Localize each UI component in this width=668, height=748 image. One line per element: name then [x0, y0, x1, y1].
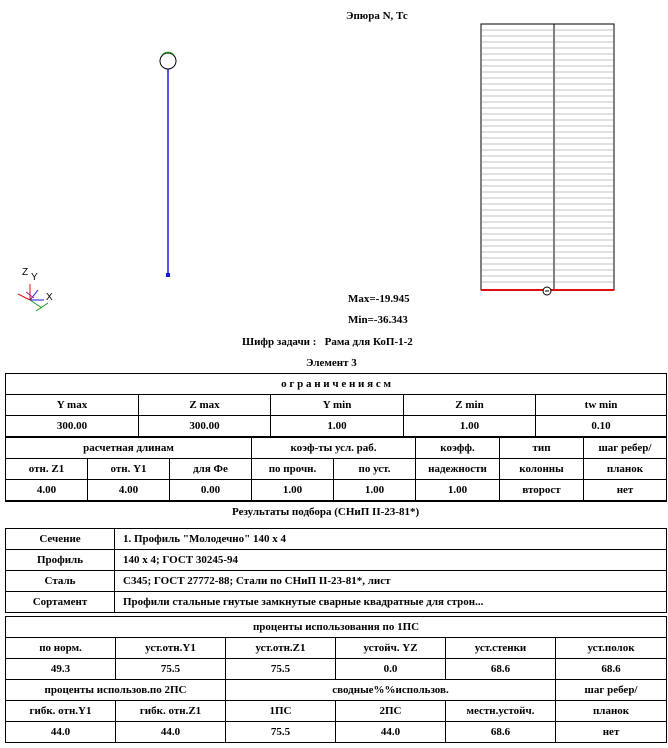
min-label: Min=-36.343: [348, 314, 408, 326]
params-sub: для Фе: [170, 459, 252, 480]
usage2-sub: гибк. отн.Z1: [116, 701, 226, 722]
usage1-header: устойч. YZ: [336, 638, 446, 659]
results-title: Результаты подбора (СНиП II-23-81*): [232, 506, 420, 518]
section-value: Профили стальные гнутые замкнутые сварные квадратные для строн...: [115, 592, 667, 613]
limits-value: 300.00: [6, 416, 139, 438]
usage1-header: уст.отн.Y1: [116, 638, 226, 659]
params-group-length: расчетная длинам: [6, 438, 252, 459]
epure-plot: [481, 24, 614, 295]
usage2-sub: 1ПС: [226, 701, 336, 722]
params-value: 0.00: [170, 480, 252, 502]
usage2-sub: гибк. отн.Y1: [6, 701, 116, 722]
usage2-value: 44.0: [116, 722, 226, 743]
axis-y-label: Y: [31, 272, 38, 283]
params-value: второст: [500, 480, 584, 502]
axes-icon: [18, 284, 48, 311]
limits-header: tw min: [536, 395, 667, 416]
limits-value: 300.00: [139, 416, 271, 438]
usage2-value: нет: [556, 722, 667, 743]
limits-value: 0.10: [536, 416, 667, 438]
usage2-h6b: планок: [556, 701, 667, 722]
section-label: Сечение: [6, 529, 115, 550]
usage1-value: 75.5: [226, 659, 336, 680]
usage2-sub: 2ПС: [336, 701, 446, 722]
params-h4a: тип: [500, 438, 584, 459]
base-node: [166, 273, 170, 277]
limits-value: 1.00: [271, 416, 404, 438]
section-table: [5, 528, 667, 613]
params-h3b: надежности: [416, 459, 500, 480]
task-value: Рама для КоП-1-2: [324, 336, 413, 348]
usage1-header: уст.полок: [556, 638, 667, 659]
section-value: 1. Профиль "Молодечно" 140 x 4: [115, 529, 667, 550]
params-h5a: шаг ребер/: [584, 438, 667, 459]
limits-header: Z max: [139, 395, 271, 416]
section-label: Профиль: [6, 550, 115, 571]
section-label: Сортамент: [6, 592, 115, 613]
params-group-coef: коэф-ты усл. раб.: [252, 438, 416, 459]
usage-table: [5, 616, 667, 743]
frame-diagram: [0, 0, 668, 320]
params-value: 4.00: [6, 480, 88, 502]
limits-value: 1.00: [404, 416, 536, 438]
section-value: С345; ГОСТ 27772-88; Стали по СНиП II-23-81*, лист: [115, 571, 667, 592]
usage1-header: уст.стенки: [446, 638, 556, 659]
usage1-value: 68.6: [446, 659, 556, 680]
params-sub: отн. Z1: [6, 459, 88, 480]
usage1-header: по норм.: [6, 638, 116, 659]
top-node: [160, 53, 176, 69]
params-table: [5, 437, 667, 502]
params-value: 1.00: [334, 480, 416, 502]
element-title: Элемент 3: [306, 357, 357, 369]
section-label: Сталь: [6, 571, 115, 592]
params-sub: по прочн.: [252, 459, 334, 480]
axis-z-label: Z: [22, 267, 29, 278]
params-h3a: коэфф.: [416, 438, 500, 459]
usage1-title: проценты использования по 1ПС: [6, 617, 667, 638]
usage1-value: 75.5: [116, 659, 226, 680]
axis-x-label: X: [46, 292, 53, 303]
task-line: [242, 336, 413, 348]
usage2-sub: местн.устойч.: [446, 701, 556, 722]
limits-table: [5, 373, 667, 438]
limits-header: Y max: [6, 395, 139, 416]
task-label: Шифр задачи :: [242, 336, 317, 348]
usage2-group-2ps: проценты использов.по 2ПС: [6, 680, 226, 701]
diagram-title: Эпюра N, Тс: [346, 10, 408, 22]
params-sub: отн. Y1: [88, 459, 170, 480]
usage1-value: 49.3: [6, 659, 116, 680]
params-value: нет: [584, 480, 667, 502]
params-h4b: колонны: [500, 459, 584, 480]
limits-header: Z min: [404, 395, 536, 416]
usage2-value: 44.0: [336, 722, 446, 743]
usage2-h6a: шаг ребер/: [556, 680, 667, 701]
params-value: 1.00: [252, 480, 334, 502]
params-value: 4.00: [88, 480, 170, 502]
usage2-value: 68.6: [446, 722, 556, 743]
usage1-header: уст.отн.Z1: [226, 638, 336, 659]
usage2-group-summary: сводные%%использов.: [226, 680, 556, 701]
limits-title: о г р а н и ч е н и я с м: [6, 374, 667, 395]
usage1-value: 68.6: [556, 659, 667, 680]
usage1-value: 0.0: [336, 659, 446, 680]
usage2-value: 44.0: [6, 722, 116, 743]
params-value: 1.00: [416, 480, 500, 502]
limits-header: Y min: [271, 395, 404, 416]
params-h5b: планок: [584, 459, 667, 480]
params-sub: по уст.: [334, 459, 416, 480]
max-label: Max=-19.945: [348, 293, 410, 305]
usage2-value: 75.5: [226, 722, 336, 743]
section-value: 140 x 4; ГОСТ 30245-94: [115, 550, 667, 571]
